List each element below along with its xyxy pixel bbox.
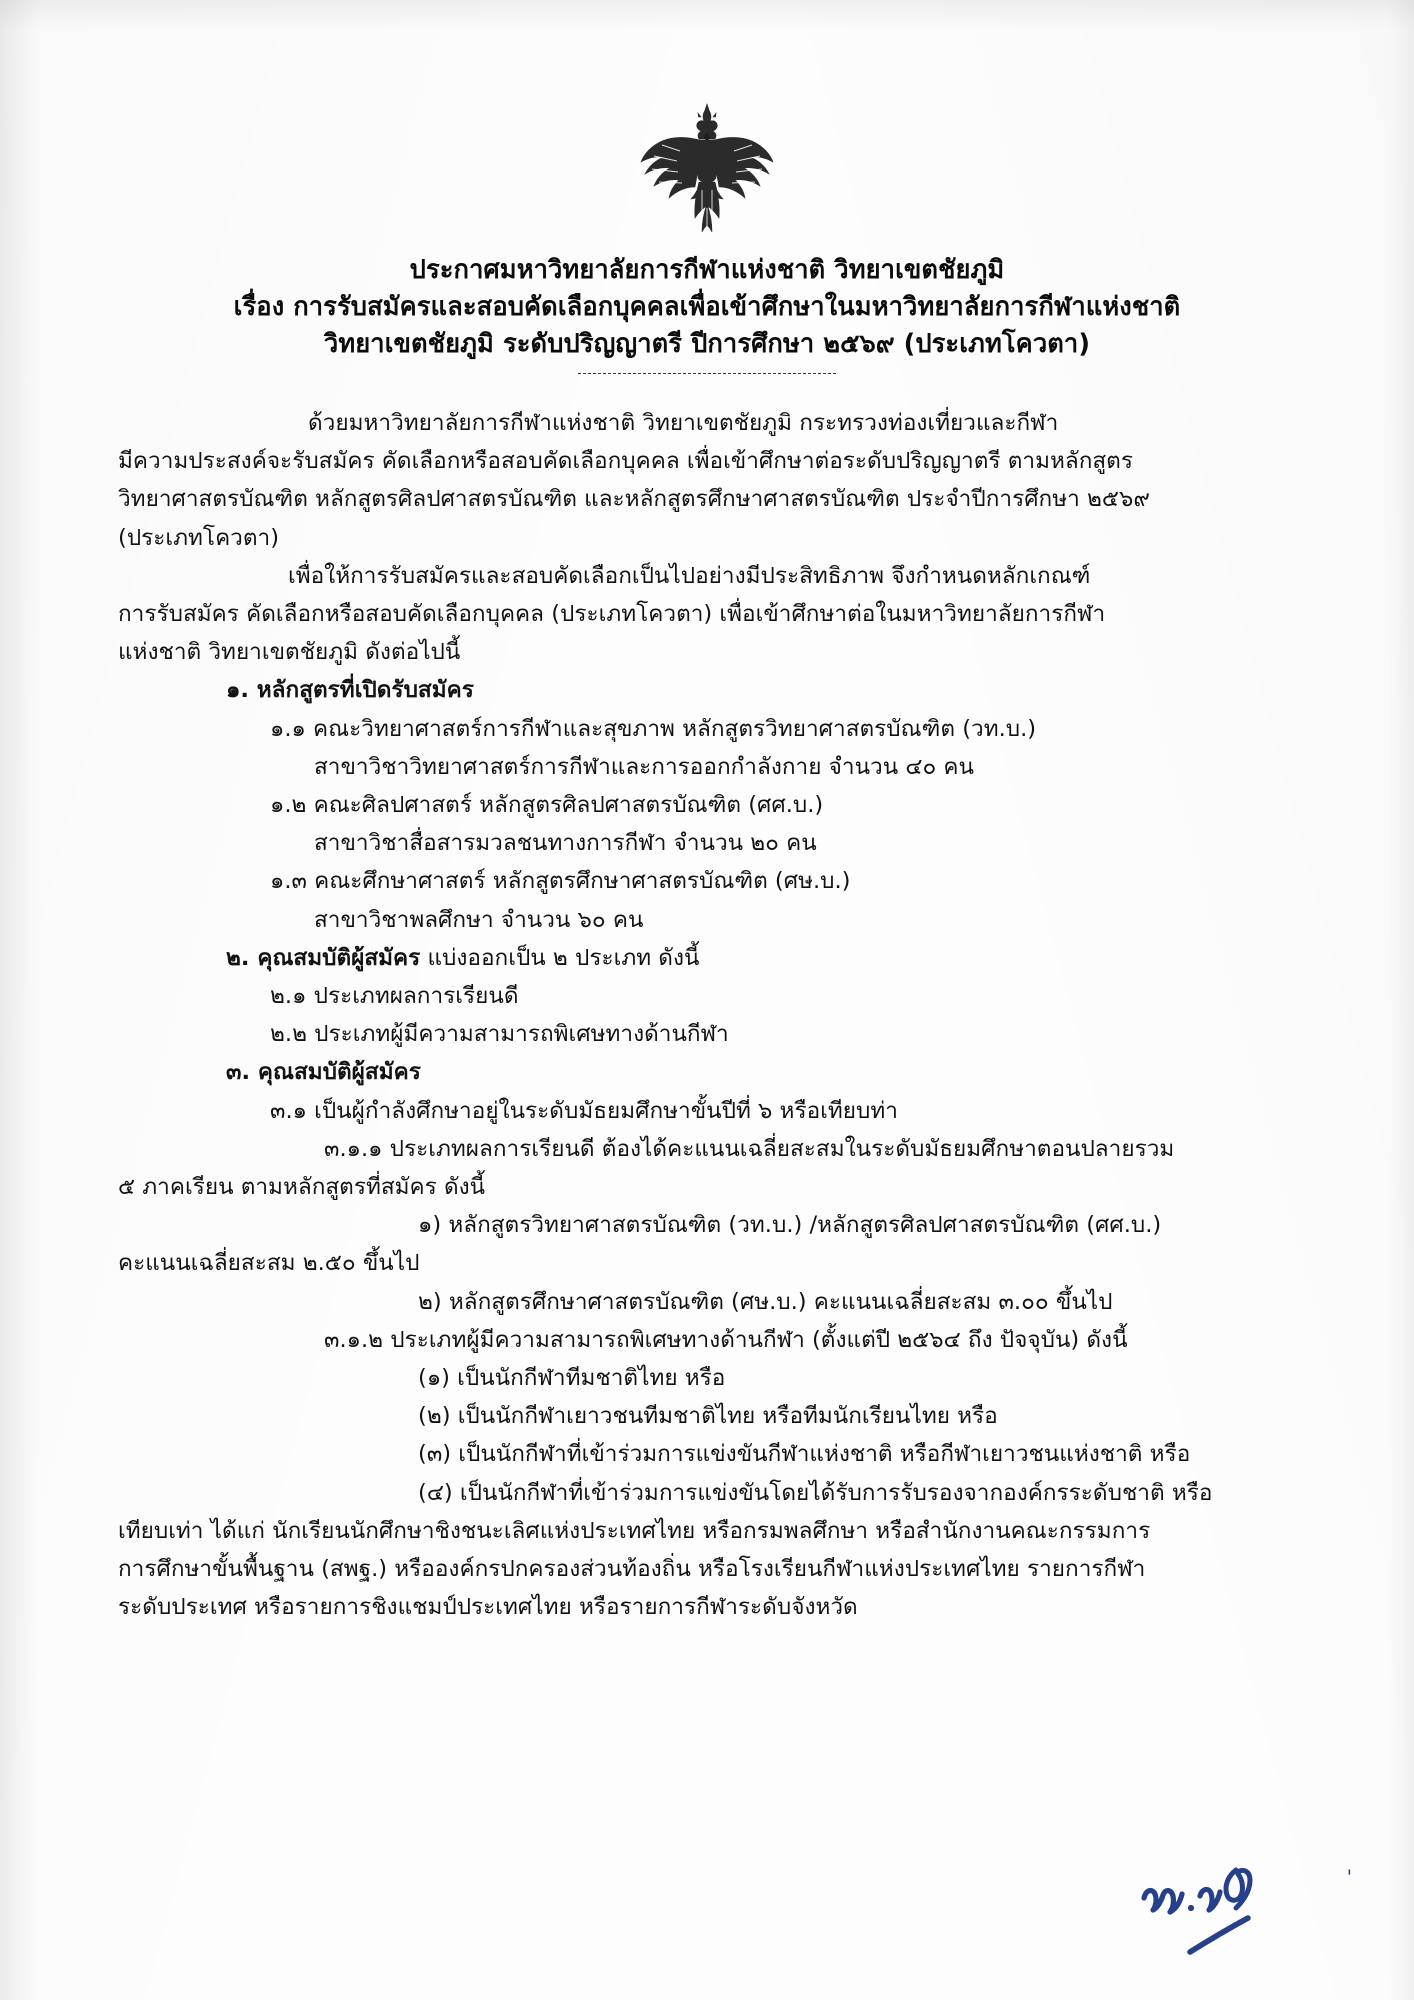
document-title-block (0, 252, 1414, 363)
athlete-item-1: (๑) เป็นนักกีฬาทีมชาติไทย หรือ (418, 1365, 726, 1392)
intro-paragraph-1-line-4: (ประเภทโควตา) (118, 524, 280, 551)
section-2-item-2: ๒.๒ ประเภทผู้มีความสามารถพิเศษทางด้านกีฬา (270, 1021, 729, 1048)
title-line-1: ประกาศมหาวิทยาลัยการกีฬาแห่งชาติ วิทยาเขตชัยภูมิ (409, 255, 1005, 285)
athlete-item-3: (๓) เป็นนักกีฬาที่เข้าร่วมการแข่งขันกีฬาแห่งชาติ หรือกีฬาเยาวชนแห่งชาติ หรือ (418, 1441, 1191, 1468)
section-1-item-1-detail: สาขาวิชาวิทยาศาสตร์การกีฬาและการออกกำลังกาย จำนวน ๔๐ คน (314, 753, 974, 780)
closing-line-2: การศึกษาขั้นพื้นฐาน (สพฐ.) หรือองค์กรปกครองส่วนท้องถิ่น หรือโรงเรียนกีฬาแห่งประเทศไทย รายการกีฬา (118, 1556, 1146, 1583)
section-1-item-2-label: ๑.๒ คณะศิลปศาสตร์ หลักสูตรศิลปศาสตรบัณฑิต (ศศ.บ.) (270, 792, 824, 819)
grade-item-1-line-1: ๑) หลักสูตรวิทยาศาสตรบัณฑิต (วท.บ.) /หลักสูตรศิลปศาสตรบัณฑิต (ศศ.บ.) (418, 1212, 1162, 1239)
athlete-item-2: (๒) เป็นนักกีฬาเยาวชนทีมชาติไทย หรือทีมนักเรียนไทย หรือ (418, 1403, 998, 1430)
section-2-heading (226, 939, 1302, 977)
section-3-item-3-1-1-line-1: ๓.๑.๑ ประเภทผลการเรียนดี ต้องได้คะแนนเฉลี่ยสะสมในระดับมัธยมศึกษาตอนปลายรวม (324, 1135, 1175, 1162)
document-body (118, 404, 1302, 1627)
section-2-heading-rest: แบ่งออกเป็น ๒ ประเภท ดังนี้ (420, 944, 700, 971)
intro-paragraph-2-line-1: เพื่อให้การรับสมัครและสอบคัดเลือกเป็นไปอย่างมีประสิทธิภาพ จึงกำหนดหลักเกณฑ์ (288, 562, 1091, 589)
intro-paragraph-1-line-1: ด้วยมหาวิทยาลัยการกีฬาแห่งชาติ วิทยาเขตชัยภูมิ กระทรวงท่องเที่ยวและกีฬา (308, 410, 1059, 436)
grade-item-1-line-2: คะแนนเฉลี่ยสะสม ๒.๕๐ ขึ้นไป (118, 1250, 420, 1277)
section-1-item-3-label: ๑.๓ คณะศึกษาศาสตร์ หลักสูตรศึกษาศาสตรบัณฑิต (ศษ.บ.) (270, 868, 851, 895)
section-3-item-3-1-1-line-2: ๕ ภาคเรียน ตามหลักสูตรที่สมัคร ดังนี้ (118, 1174, 486, 1201)
intro-paragraph-2-line-3: แห่งชาติ วิทยาเขตชัยภูมิ ดังต่อไปนี้ (118, 639, 461, 666)
closing-line-1: เทียบเท่า ได้แก่ นักเรียนนักศึกษาชิงชนะเลิศแห่งประเทศไทย หรือกรมพลศึกษา หรือสำนักงานคณะกรรมการ (118, 1517, 1151, 1544)
section-1-heading: ๑. หลักสูตรที่เปิดรับสมัคร (226, 677, 474, 704)
intro-paragraph-2-line-2: การรับสมัคร คัดเลือกหรือสอบคัดเลือกบุคคล (ประเภทโควตา) เพื่อเข้าศึกษาต่อในมหาวิทยาลัยการกีฬา (118, 601, 1106, 628)
grade-item-2-line-1: ๒) หลักสูตรศึกษาศาสตรบัณฑิต (ศษ.บ.) คะแนนเฉลี่ยสะสม ๓.๐๐ ขึ้นไป (418, 1288, 1113, 1315)
section-1-item-3-detail: สาขาวิชาพลศึกษา จำนวน ๖๐ คน (314, 906, 644, 933)
scan-shadow-top (0, 0, 1414, 30)
handwritten-signature (1128, 1846, 1318, 1966)
section-3-item-3-1-2: ๓.๑.๒ ประเภทผู้มีความสามารถพิเศษทางด้านกีฬา (ตั้งแต่ปี ๒๕๖๔ ถึง ปัจจุบัน) ดังนี้ (324, 1326, 1128, 1353)
title-line-2: เรื่อง การรับสมัครและสอบคัดเลือกบุคคลเพื่อเข้าศึกษาในมหาวิทยาลัยการกีฬาแห่งชาติ (233, 292, 1181, 322)
title-separator-rule (578, 373, 836, 374)
section-2-heading-bold: ๒. คุณสมบัติผู้สมัคร (226, 944, 421, 971)
section-2-item-1: ๒.๑ ประเภทผลการเรียนดี (270, 983, 519, 1010)
page-edge-mark: ' (1346, 1866, 1352, 1888)
closing-line-3: ระดับประเทศ หรือรายการชิงแชมป์ประเทศไทย หรือรายการกีฬาระดับจังหวัด (118, 1594, 858, 1621)
section-1-item-2-detail: สาขาวิชาสื่อสารมวลชนทางการกีฬา จำนวน ๒๐ คน (314, 830, 817, 857)
title-line-3: วิทยาเขตชัยภูมิ ระดับปริญญาตรี ปีการศึกษา ๒๕๖๙ (ประเภทโควตา) (323, 329, 1091, 359)
athlete-item-4: (๔) เป็นนักกีฬาที่เข้าร่วมการแข่งขันโดยได้รับการรับรองจากองค์กรระดับชาติ หรือ (418, 1479, 1213, 1506)
section-3-item-3-1: ๓.๑ เป็นผู้กำลังศึกษาอยู่ในระดับมัธยมศึกษาขั้นปีที่ ๖ หรือเทียบท่า (270, 1097, 898, 1124)
section-1-item-1-label: ๑.๑ คณะวิทยาศาสตร์การกีฬาและสุขภาพ หลักสูตรวิทยาศาสตรบัณฑิต (วท.บ.) (270, 715, 1037, 742)
intro-paragraph-1-line-3: วิทยาศาสตรบัณฑิต หลักสูตรศิลปศาสตรบัณฑิต และหลักสูตรศึกษาศาสตรบัณฑิต ประจำปีการศึกษา ๒๕๖๙ (118, 486, 1150, 513)
garuda-emblem (632, 96, 782, 246)
intro-paragraph-1-line-2: มีความประสงค์จะรับสมัคร คัดเลือกหรือสอบคัดเลือกบุคคล เพื่อเข้าศึกษาต่อระดับปริญญาตรี ตามหลักสูตร (118, 448, 1133, 475)
section-3-heading: ๓. คุณสมบัติผู้สมัคร (226, 1059, 421, 1086)
